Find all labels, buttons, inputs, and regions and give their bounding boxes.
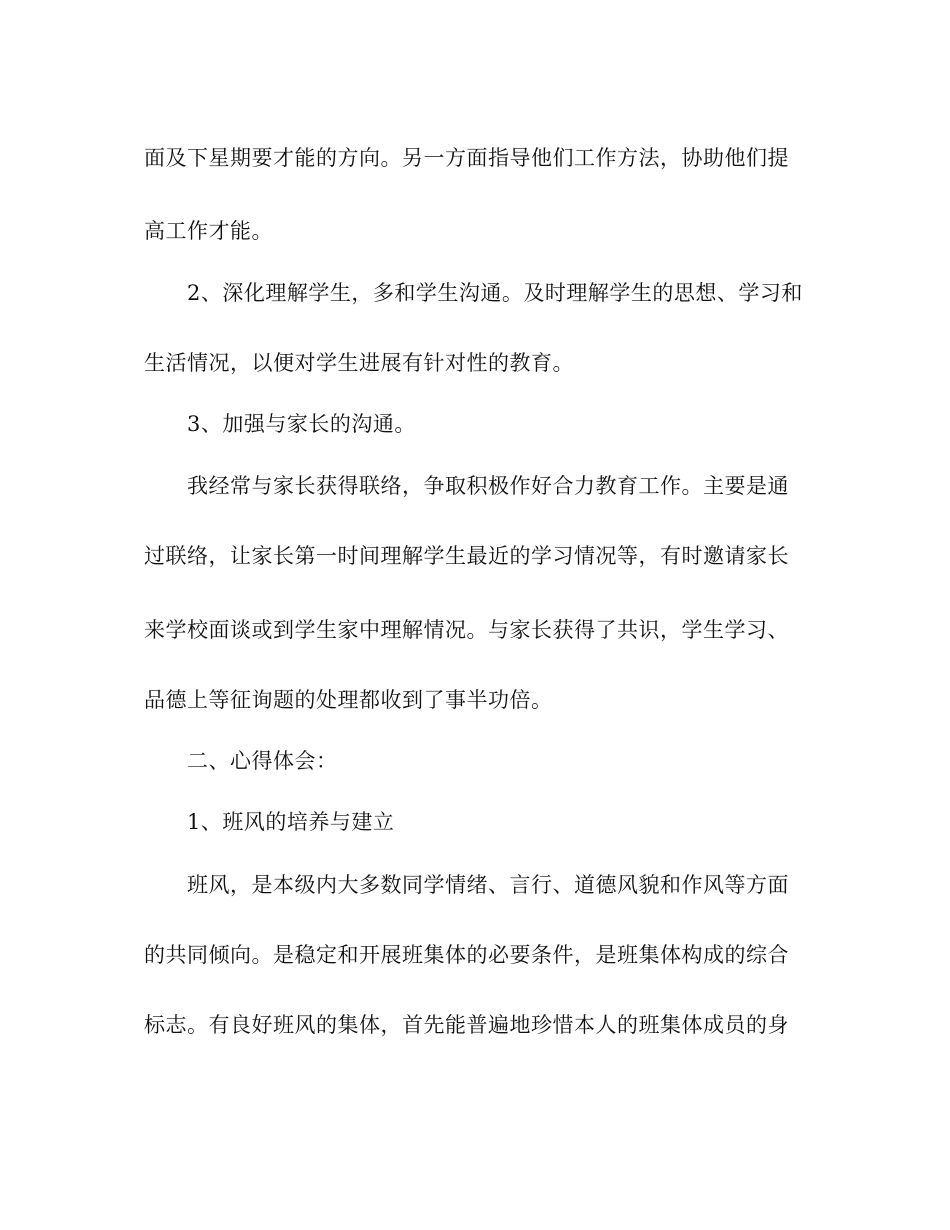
text-line: 的共同倾向。是稳定和开展班集体的必要条件，是班集体构成的综合 <box>144 943 789 967</box>
section-heading: 二、心得体会： <box>187 749 338 773</box>
text-line: 生活情况，以便对学生进展有针对性的教育。 <box>144 351 574 375</box>
text-line: 面及下星期要才能的方向。另一方面指导他们工作方法，协助他们提 <box>144 146 789 170</box>
text-line: 品德上等征询题的处理都收到了事半功倍。 <box>144 688 553 712</box>
text-line: 我经常与家长获得联络，争取积极作好合力教育工作。主要是通 <box>187 474 789 498</box>
text-line: 来学校面谈或到学生家中理解情况。与家长获得了共识，学生学习、 <box>144 618 789 642</box>
text-line: 高工作才能。 <box>144 219 273 243</box>
text-line: 标志。有良好班风的集体，首先能普遍地珍惜本人的班集体成员的身 <box>144 1013 789 1037</box>
text-line: 过联络，让家长第一时间理解学生最近的学习情况等，有时邀请家长 <box>144 544 789 568</box>
subsection-heading: 1、班风的培养与建立 <box>187 810 395 834</box>
text-line: 3、加强与家长的沟通。 <box>187 412 416 436</box>
text-line: 班风，是本级内大多数同学情绪、言行、道德风貌和作风等方面 <box>187 873 789 897</box>
text-line: 2、深化理解学生，多和学生沟通。及时理解学生的思想、学习和 <box>187 281 803 305</box>
